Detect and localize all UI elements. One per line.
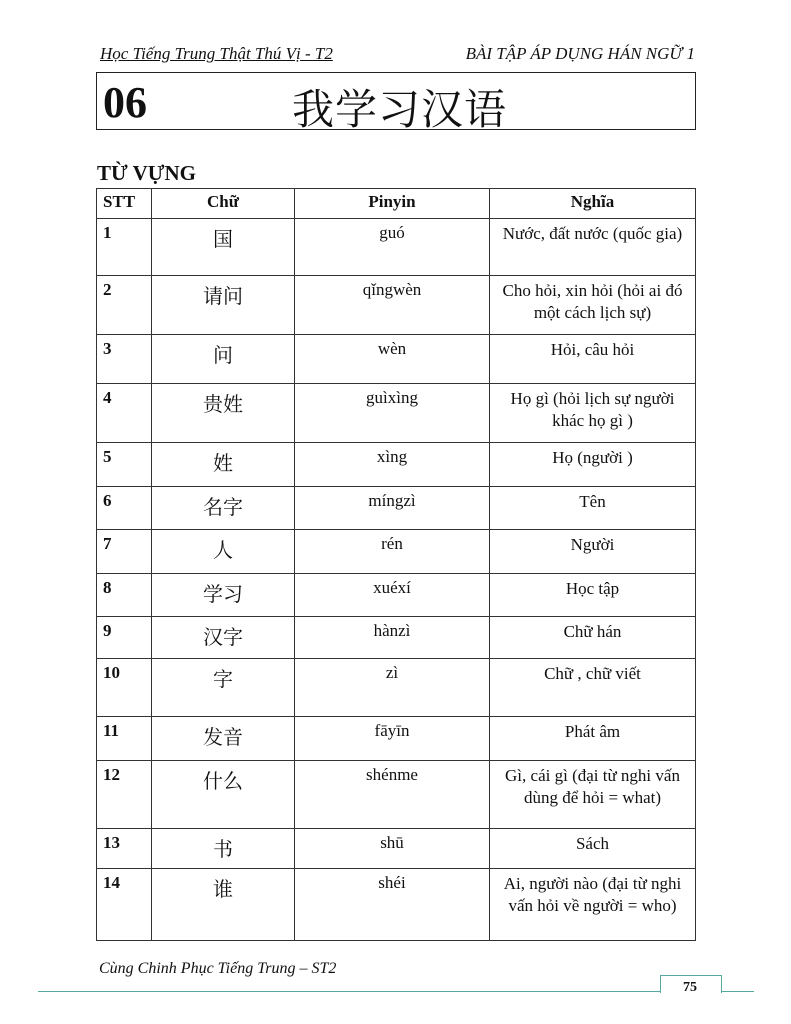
- row-stt: 9: [97, 617, 152, 659]
- row-stt: 7: [97, 530, 152, 574]
- row-meaning: Người: [490, 530, 696, 574]
- table-row: [97, 869, 696, 941]
- table-row: [97, 384, 696, 443]
- header-book-title: Học Tiếng Trung Thật Thú Vị - T2: [100, 44, 333, 63]
- row-char: 人: [152, 530, 295, 574]
- row-stt: 2: [97, 276, 152, 335]
- table-header-row: [97, 189, 696, 219]
- table-row: [97, 335, 696, 384]
- row-char: 书: [152, 829, 295, 869]
- row-stt: 10: [97, 659, 152, 717]
- table-row: [97, 617, 696, 659]
- row-pinyin: zì: [295, 659, 490, 717]
- row-meaning: Tên: [490, 487, 696, 530]
- page-number: 75: [683, 980, 697, 995]
- row-pinyin: guó: [295, 219, 490, 276]
- row-pinyin: shénme: [295, 761, 490, 829]
- row-char: 汉字: [152, 617, 295, 659]
- table-row: [97, 276, 696, 335]
- lesson-title-box: [96, 72, 696, 134]
- row-char: 名字: [152, 487, 295, 530]
- row-char: 国: [152, 219, 295, 276]
- row-meaning: Họ (người ): [490, 443, 696, 487]
- table-row: [97, 829, 696, 869]
- row-meaning: Gì, cái gì (đại từ nghi vấn dùng để hỏi = what): [490, 761, 696, 829]
- row-char: 发音: [152, 717, 295, 761]
- row-pinyin: shū: [295, 829, 490, 869]
- row-stt: 3: [97, 335, 152, 384]
- row-stt: 1: [97, 219, 152, 276]
- row-pinyin: xìng: [295, 443, 490, 487]
- row-char: 学习: [152, 574, 295, 617]
- row-pinyin: shéi: [295, 869, 490, 941]
- row-char: 什么: [152, 761, 295, 829]
- row-meaning: Học tập: [490, 574, 696, 617]
- header-pinyin: Pinyin: [295, 189, 490, 219]
- row-stt: 12: [97, 761, 152, 829]
- table-row: [97, 659, 696, 717]
- row-meaning: Phát âm: [490, 717, 696, 761]
- row-pinyin: xuéxí: [295, 574, 490, 617]
- row-meaning: Họ gì (hỏi lịch sự người khác họ gì ): [490, 384, 696, 443]
- row-pinyin: fāyīn: [295, 717, 490, 761]
- table-row: [97, 530, 696, 574]
- row-stt: 8: [97, 574, 152, 617]
- row-pinyin: wèn: [295, 335, 490, 384]
- row-stt: 6: [97, 487, 152, 530]
- table-row: [97, 443, 696, 487]
- row-char: 请问: [152, 276, 295, 335]
- vocabulary-heading: TỪ VỰNG: [97, 161, 196, 185]
- row-stt: 5: [97, 443, 152, 487]
- row-char: 贵姓: [152, 384, 295, 443]
- row-meaning: Nước, đất nước (quốc gia): [490, 219, 696, 276]
- row-char: 姓: [152, 443, 295, 487]
- lesson-number: 06: [103, 78, 147, 127]
- lesson-title: 我学习汉语: [292, 85, 508, 134]
- table-row: [97, 761, 696, 829]
- row-meaning: Chữ , chữ viết: [490, 659, 696, 717]
- table-row: [97, 574, 696, 617]
- row-meaning: Chữ hán: [490, 617, 696, 659]
- header-meaning: Nghĩa: [490, 189, 696, 219]
- row-char: 字: [152, 659, 295, 717]
- row-pinyin: hànzì: [295, 617, 490, 659]
- table-row: [97, 717, 696, 761]
- header-stt: STT: [97, 189, 152, 219]
- footer-text: Cùng Chinh Phục Tiếng Trung – ST2: [99, 960, 337, 977]
- row-stt: 4: [97, 384, 152, 443]
- row-pinyin: rén: [295, 530, 490, 574]
- footer-divider: [38, 991, 754, 992]
- row-meaning: Ai, người nào (đại từ nghi vấn hỏi về người = who): [490, 869, 696, 941]
- row-meaning: Hỏi, câu hỏi: [490, 335, 696, 384]
- vocabulary-table: [96, 188, 696, 941]
- table-row: [97, 219, 696, 276]
- row-char: 问: [152, 335, 295, 384]
- row-meaning: Cho hỏi, xin hỏi (hỏi ai đó một cách lịch sự): [490, 276, 696, 335]
- row-stt: 14: [97, 869, 152, 941]
- row-stt: 13: [97, 829, 152, 869]
- header-char: Chữ: [152, 189, 295, 219]
- row-stt: 11: [97, 717, 152, 761]
- row-char: 谁: [152, 869, 295, 941]
- table-row: [97, 487, 696, 530]
- row-pinyin: míngzì: [295, 487, 490, 530]
- header-section-title: BÀI TẬP ÁP DỤNG HÁN NGỮ 1: [465, 44, 695, 63]
- row-pinyin: qǐngwèn: [295, 276, 490, 335]
- row-meaning: Sách: [490, 829, 696, 869]
- row-pinyin: guìxìng: [295, 384, 490, 443]
